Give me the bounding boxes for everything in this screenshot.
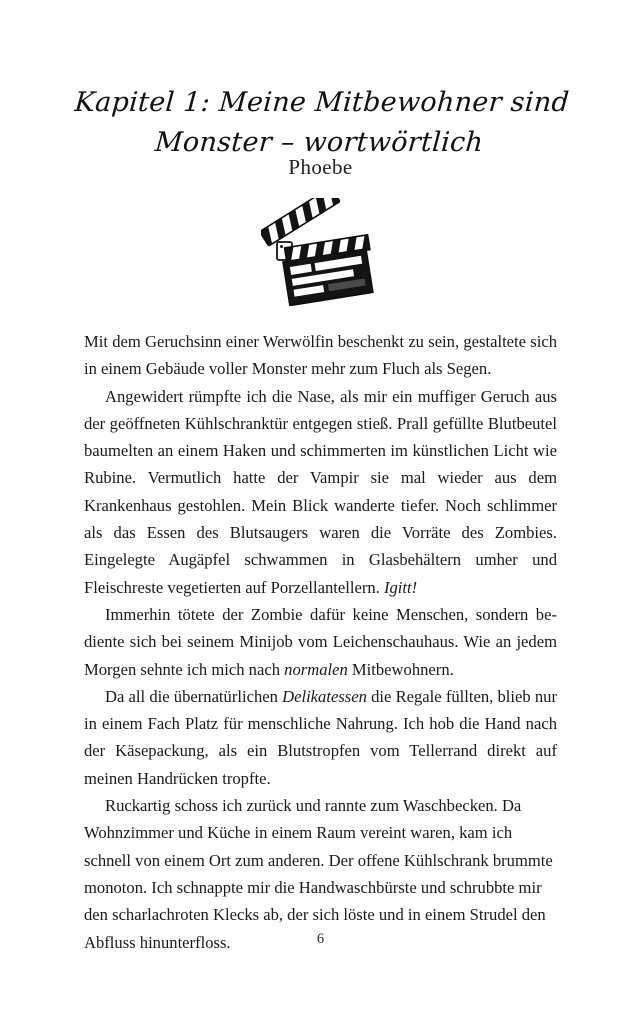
body-text-run: Immerhin tötete der Zombie dafür keine Menschen, sondern bediente sich bei seinem Minijob vom Leichenschauhaus. Wie an jedem Morgen sehnte ich mich nach xyxy=(84,604,557,679)
body-paragraph xyxy=(84,328,557,383)
chapter-title-line-2: Monster – wortwörtlich xyxy=(153,127,485,159)
body-paragraph xyxy=(84,683,557,792)
emphasis-text: Delikatessen xyxy=(282,686,367,706)
body-text-run: die Regale füllten, blieb nur in einem Fach Platz für menschliche Nahrung. Ich hob die Hand nach der Käsepackung, als ein Blutstropfen vom Tellerrand direkt auf meinen Handrücken tropfte. xyxy=(84,686,557,788)
page-number: 6 xyxy=(316,931,325,947)
emphasis-text: normalen xyxy=(284,659,348,679)
emphasis-text: Igitt! xyxy=(383,577,418,597)
body-text-run: Da all die übernatürlichen xyxy=(105,686,283,706)
pov-name: Phoebe xyxy=(288,155,353,179)
body-paragraph xyxy=(84,383,557,601)
chapter-title-line-1: Kapitel 1: Meine Mitbewohner sind xyxy=(73,87,571,119)
clapperboard-icon xyxy=(261,198,381,306)
body-text-run: Ruckartig schoss ich zurück und rannte zum Waschbecken. Da Wohnzimmer und Küche in einem Raum vereint waren, kam ich schnell von einem Ort zum anderen. Der offene Kühlschrank brummte monoton. Ich schnappte mir die Handwaschbürste und schrubbte mir den scharlachroten Klecks ab, der sich löste und in einem Strudel den Abfluss hinunterfloss. xyxy=(84,796,553,952)
body-text xyxy=(84,328,557,956)
chapter-title xyxy=(0,84,641,162)
body-text-run: Mit dem Geruchsinn einer Werwölfin beschenkt zu sein, gestaltete sich in einem Gebäude voller Monster mehr zum Fluch als Segen. xyxy=(84,332,557,379)
body-text-run: Mitbewohnern. xyxy=(347,659,454,679)
body-text-run: Angewidert rümpfte ich die Nase, als mir ein muffiger Geruch aus der geöffneten Kühlschranktür entgegen stieß. Prall gefüllte Blutbeutel baumelten an einem Haken und schimmerten im künstlichen Licht wie Rubine. Vermutlich hatte der Vampir sie mal wieder aus dem Krankenhaus gestohlen. Mein Blick wanderte tiefer. Noch schlimmer als das Essen des Blutsaugers waren die Vorräte des Zombies. Eingelegte Augäpfel schwammen in Glasbehältern umher und Fleischreste vegetierten auf Porzellantellern. xyxy=(84,386,557,597)
body-paragraph xyxy=(84,601,557,683)
chapter-ornament xyxy=(0,196,641,308)
